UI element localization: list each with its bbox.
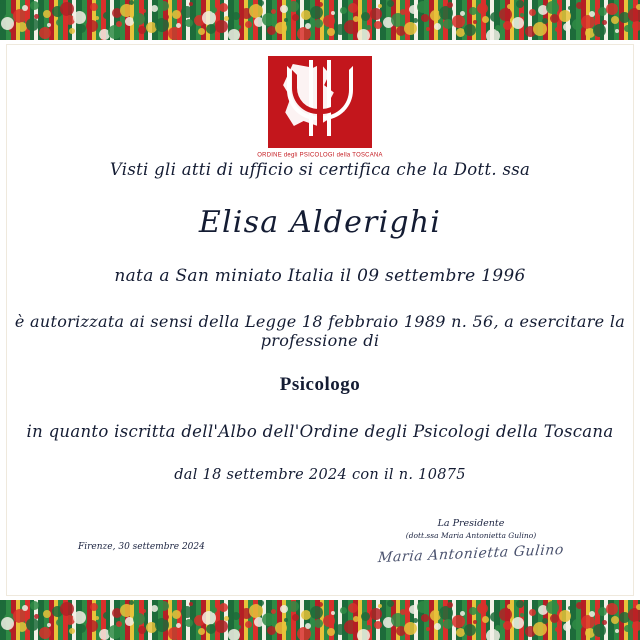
line-registration-date: dal 18 settembre 2024 con il n. 10875	[174, 467, 466, 483]
place-and-date: Firenze, 30 settembre 2024	[78, 542, 205, 552]
border-ornaments-bottom	[0, 600, 640, 640]
line-birth: nata a San miniato Italia il 09 settembre 1996	[114, 266, 526, 286]
signature-title: La Presidente	[437, 518, 505, 529]
certificate-text-block	[0, 160, 640, 483]
handwritten-signature: Maria Antonietta Gulino	[377, 541, 565, 567]
psi-glyph	[268, 62, 372, 140]
logo-caption: ORDINE degli PSICOLOGI della TOSCANA	[257, 151, 383, 158]
organization-logo	[257, 56, 383, 158]
line-intro: Visti gli atti di ufficio si certifica che la Dott. ssa	[109, 160, 531, 179]
floral-border-bottom	[0, 600, 640, 640]
profession-title: Psicologo	[279, 374, 361, 395]
line-law: è autorizzata ai sensi della Legge 18 febbraio 1989 n. 56, a esercitare la professione di	[14, 312, 626, 350]
line-register: in quanto iscritta dell'Albo dell'Ordine degli Psicologi della Toscana	[26, 422, 614, 441]
signature-block	[376, 518, 566, 567]
border-ornaments-top	[0, 0, 640, 40]
recipient-name: Elisa Alderighi	[198, 205, 442, 240]
floral-border-top	[0, 0, 640, 40]
psi-logo-icon	[268, 56, 372, 148]
signature-subtitle: (dott.ssa Maria Antonietta Gulino)	[405, 531, 537, 540]
